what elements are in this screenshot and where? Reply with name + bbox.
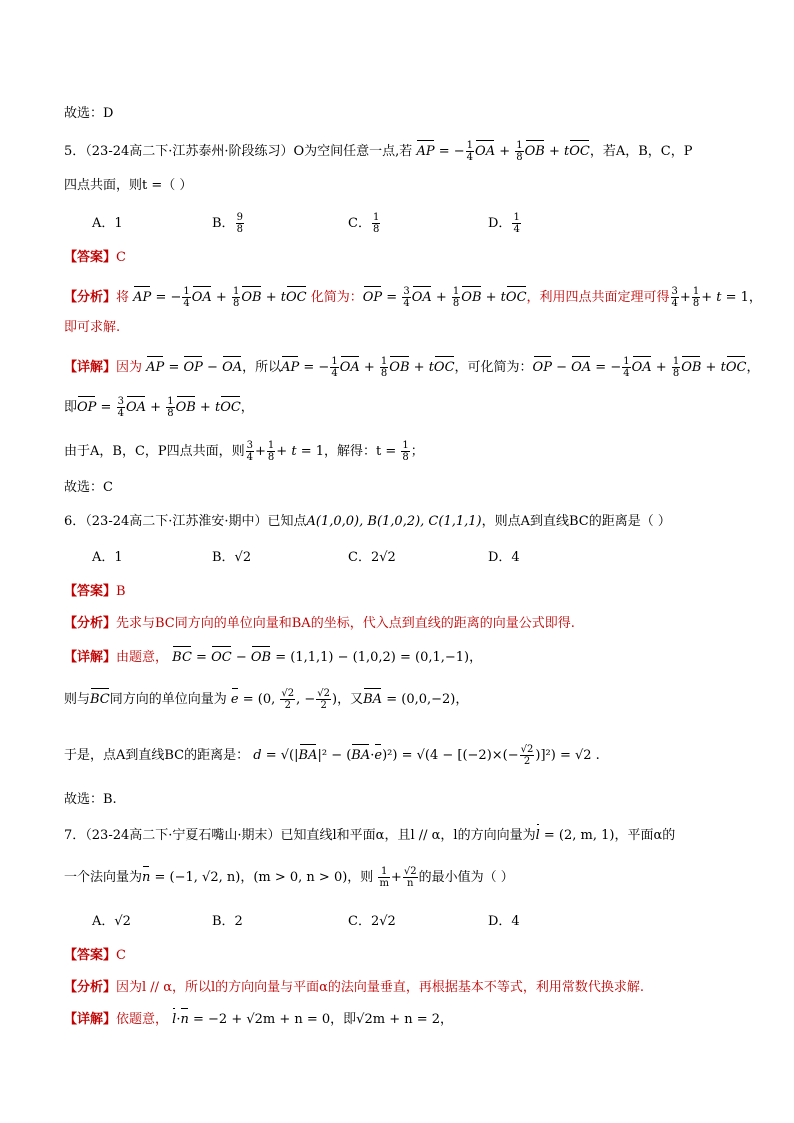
q7-option-d: D．4 [488,914,520,929]
prev-conclusion: 故选：D [64,106,114,121]
q5-analysis-line2: 即可求解. [64,320,121,335]
q5-stem: 5．（23-24高二下·江苏泰州·阶段练习）O为空间任意一点,若 AP = − $\frac{1}{4}$ OA + $\frac{1}{8}$ OB + tOC，若A，B，C，P [64,140,693,163]
q7-answer: 【答案】C [64,948,126,963]
q6-option-a: A．1 [92,550,123,565]
q5-stem-line2: 四点共面，则t =（ ） [64,178,193,193]
q7-option-a: A．√2 [92,914,131,929]
q5-answer: 【答案】C [64,250,126,265]
q5-analysis: 【分析】将 AP = − $\frac{1}{4}$ OA + $\frac{1}{8}$ OB + tOC 化简为：OP = $\frac{3}{4}$ OA + $\frac{1}{8}$ OB + tOC，利用四点共面定理可得 $\frac{3}{4}$ + $\frac{1}{8}$ + t = 1， [64,286,762,309]
q5-vector-equation: AP = − $\frac{1}{4}$ OA + $\frac{1}{8}$ OB + tOC [416,140,590,163]
q7-analysis: 【分析】因为l // α，所以l的方向向量与平面α的法向量垂直，再根据基本不等式，利用常数代换求解. [64,980,645,995]
q7-option-b: B．2 [212,914,243,929]
q6-conclusion: 故选：B. [64,792,117,807]
q5-detail-line3: 由于A，B，C，P四点共面，则 $\frac{3}{4}$ + $\frac{1}{8}$ + t = 1，解得：t = $\frac{1}{8}$ ； [64,440,424,463]
q5-detail: 【详解】因为 AP = OP − OA，所以AP = − $\frac{1}{4}$ OA + $\frac{1}{8}$ OB + tOC，可化简为：OP − OA = − $\frac{1}{4}$ OA + $\frac{1}{8}$ OB + tOC， [64,356,760,379]
q7-option-c: C．2√2 [348,914,396,929]
q7-stem-line2: 一个法向量为n = (−1, √2, n)，(m > 0, n > 0)，则 $\frac{1}{m}$ + $\frac{√2}{n}$ 的最小值为（ ） [64,866,514,889]
q6-option-d: D．4 [488,550,520,565]
q6-detail-line2: 则与BC同方向的单位向量为 e = (0, $\frac{√2}{2}$ , − $\frac{√2}{2}$ )，又BA = (0,0,−2)， [64,688,469,711]
q6-detail: 【详解】由题意， BC = OC − OB = (1,1,1) − (1,0,2) = (0,1,−1)， [64,648,754,668]
q5-detail-line2: 即OP = $\frac{3}{4}$ OA + $\frac{1}{8}$ OB + tOC， [64,396,254,419]
q5-option-d: D． $\frac{1}{4}$ [488,212,520,235]
q7-detail: 【详解】依题意， l·n = −2 + √2m + n = 0，即√2m + n = 2， [64,1010,754,1030]
q6-analysis: 【分析】先求与BC同方向的单位向量和BA的坐标，代入点到直线的距离的向量公式即得. [64,616,575,631]
q5-option-b: B． $\frac{9}{8}$ [212,212,243,235]
q7-stem: 7．（23-24高二下·宁夏石嘴山·期末）已知直线l和平面α，且l // α，l的方向向量为l = (2, m, 1)，平面α的 [64,826,754,846]
q6-answer: 【答案】B [64,584,126,599]
q6-option-c: C．2√2 [348,550,396,565]
q5-conclusion: 故选：C [64,480,113,495]
q6-detail-line3: 于是，点A到直线BC的距离是： d = √(|BA|² − (BA·e)²) = √(4 − [(−2)×(− $\frac{√2}{2}$ )]²) = √2 . [64,744,600,767]
q6-option-b: B．√2 [212,550,252,565]
q5-option-c: C． $\frac{1}{8}$ [348,212,380,235]
q5-option-a: A．1 [92,216,123,231]
q6-stem: 6．（23-24高二下·江苏淮安·期中）已知点A(1,0,0), B(1,0,2), C(1,1,1)，则点A到直线BC的距离是（ ） [64,514,671,529]
